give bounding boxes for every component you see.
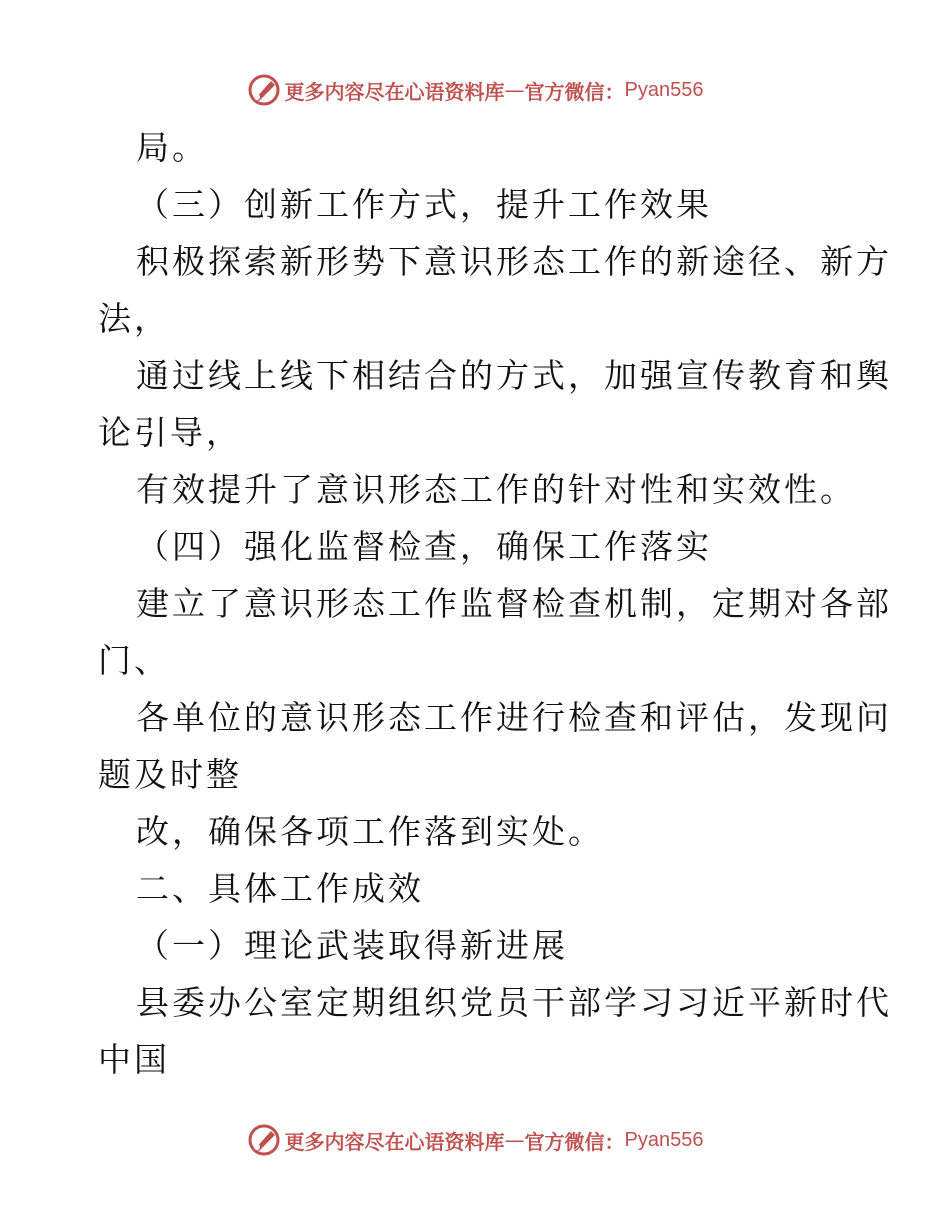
section-heading: （三）创新工作方式，提升工作效果 [136, 185, 712, 224]
footer-wechat-id: Pyan556 [624, 1128, 704, 1151]
document-body [98, 119, 892, 1088]
header-text: 更多内容尽在心语资料库 [284, 79, 505, 104]
header-banner [0, 70, 950, 110]
body-line: 建立了意识形态工作监督检查机制，定期对各部 [136, 584, 892, 623]
pen-logo-icon [247, 73, 281, 107]
body-line: 中国 [98, 1040, 170, 1079]
body-line: 县委办公室定期组织党员干部学习习近平新时代 [136, 983, 892, 1022]
footer-text: 更多内容尽在心语资料库 [284, 1129, 505, 1154]
header-wechat-id: Pyan556 [624, 78, 704, 101]
body-line: 有效提升了意识形态工作的针对性和实效性。 [136, 470, 856, 509]
section-heading: 二、具体工作成效 [136, 869, 424, 908]
footer-wechat-label: 官方微信： [524, 1129, 625, 1154]
header-wechat-label: 官方微信： [524, 79, 625, 104]
body-line: 门、 [98, 641, 170, 680]
body-line: 积极探索新形势下意识形态工作的新途径、新方 [136, 242, 892, 281]
body-line: 改，确保各项工作落到实处。 [136, 812, 604, 851]
body-line: 论引导， [98, 413, 242, 452]
header-separator: — [504, 78, 525, 102]
body-line: 通过线上线下相结合的方式，加强宣传教育和舆 [136, 356, 892, 395]
section-heading: （一）理论武装取得新进展 [136, 926, 568, 965]
section-heading: （四）强化监督检查，确保工作落实 [136, 527, 712, 566]
body-line: 法， [98, 299, 170, 338]
body-line: 各单位的意识形态工作进行检查和评估，发现问 [136, 698, 892, 737]
body-line: 局。 [136, 128, 208, 167]
body-line: 题及时整 [98, 755, 242, 794]
footer-separator: — [504, 1128, 525, 1152]
pen-logo-icon [247, 1123, 281, 1157]
footer-banner [0, 1120, 950, 1160]
